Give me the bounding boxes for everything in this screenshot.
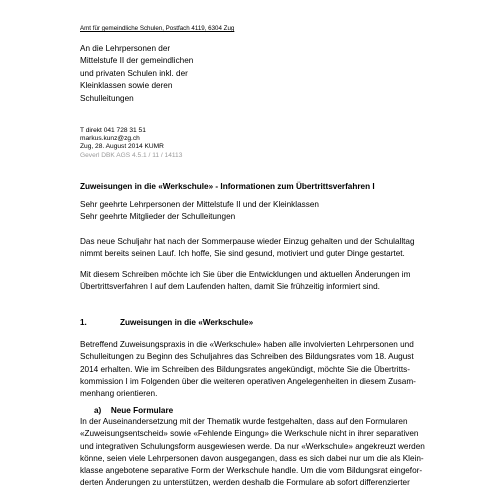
paragraph-line: 2014 erhalten. Wie im Schreiben des Bildungsrates angekündigt, möchte Sie die Übertritts- <box>80 364 410 374</box>
paragraph-line: menhang orientieren. <box>80 389 158 399</box>
recipient-line: Schulleitungen <box>80 93 134 103</box>
paragraph-line: Mit diesem Schreiben möchte ich Sie über die Entwicklungen und aktuellen Änderungen im <box>80 270 411 279</box>
letter-date: Zug, 28. August 2014 KUMR <box>80 143 164 151</box>
paragraph-intro <box>80 236 415 261</box>
paragraph-line: «Zuweisungsentscheid» sowie «Fehlende Eingung» die Werkschule nicht in ihrer separativen <box>80 429 419 439</box>
reference-number: Geverl DBK AGS 4.5.1 / 11 / 14113 <box>80 151 183 159</box>
paragraph-line: klasse angebotene separative Form der Werkschule handle. Um die vom Bildungsrat eingefor- <box>80 466 423 476</box>
paragraph-line: Übertrittsverfahren I auf dem Laufenden halten, damit Sie frühzeitig informiert sind. <box>80 282 380 292</box>
contact-email: markus.kunz@zg.ch <box>80 135 140 143</box>
recipient-line: und privaten Schulen inkl. der <box>80 68 188 78</box>
paragraph-formulare <box>80 416 425 490</box>
paragraph-line: Das neue Schuljahr hat nach der Sommerpause wieder Einzug gehalten und der Schulalltag <box>80 237 415 246</box>
paragraph-line: Schulleitungen zu Beginn des Schuljahres das Schreiben des Bildungsrates vom 18. August <box>80 352 414 362</box>
greeting-line: Sehr geehrte Lehrpersonen der Mittelstufe II und der Kleinklassen <box>80 200 319 209</box>
greeting <box>80 199 319 224</box>
greeting-line: Sehr geehrte Mitglieder der Schulleitungen <box>80 212 236 222</box>
contact-block <box>80 127 182 160</box>
sender-line: Amt für gemeindliche Schulen, Postfach 4119, 6304 Zug <box>80 25 235 32</box>
recipient-address <box>80 43 193 105</box>
recipient-line: An die Lehrpersonen der <box>80 44 171 53</box>
subsection-heading <box>94 406 173 415</box>
section-title: Zuweisungen in die «Werkschule» <box>120 318 254 327</box>
paragraph-line: In der Auseinandersetzung mit der Thematik wurde festgehalten, dass auf den Formularen <box>80 417 408 426</box>
letter-subject: Zuweisungen in die «Werkschule» - Informationen zum Übertrittsverfahren I <box>80 182 375 191</box>
paragraph-line: nimmt bereits seinen Lauf. Ich hoffe, Sie sind gesund, motiviert und guter Dinge gestartet. <box>80 249 405 259</box>
subsection-label: a) <box>94 406 102 415</box>
section-number: 1. <box>80 318 87 327</box>
paragraph-line: und integrativen Schulungsform ausgewiesen werde. Da nur «Werkschule» angekreuzt werden <box>80 441 425 451</box>
paragraph-purpose <box>80 269 410 294</box>
recipient-line: Kleinklassen sowie deren <box>80 81 173 91</box>
recipient-line: Mittelstufe II der gemeindlichen <box>80 56 194 66</box>
paragraph-line: derten Änderungen zu unterstützen, werden deshalb die Formulare ab sofort differenzierter <box>80 478 410 488</box>
paragraph-section1 <box>80 339 416 400</box>
contact-phone: T direkt 041 728 31 51 <box>80 127 146 134</box>
paragraph-line: Betreffend Zuweisungspraxis in die «Werkschule» haben alle involvierten Lehrpersonen und <box>80 340 414 349</box>
paragraph-line: kommission I im Folgenden über die weiteren operativen Angelegenheiten in diesem Zusam- <box>80 376 416 386</box>
paragraph-line: könne, seien viele Lehrpersonen davon ausgegangen, dass es sich dabei nur um die als Klein- <box>80 453 424 463</box>
subsection-title: Neue Formulare <box>110 406 174 415</box>
